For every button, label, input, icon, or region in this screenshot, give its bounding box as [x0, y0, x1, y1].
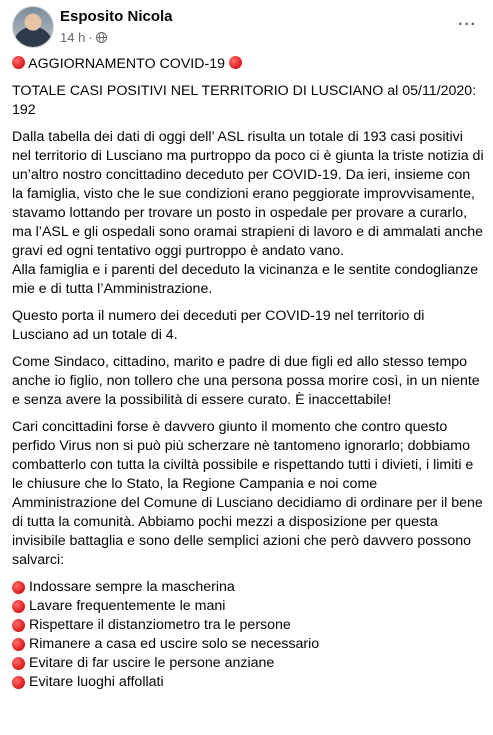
avatar[interactable] — [12, 6, 54, 48]
list-item-text: Lavare frequentemente le mani — [29, 598, 226, 614]
list-item — [12, 654, 484, 673]
post-body — [12, 55, 484, 692]
advice-list — [12, 578, 484, 692]
list-item-text: Rispettare il distanziometro tra le persone — [29, 617, 291, 633]
red-circle-icon — [12, 638, 25, 651]
red-circle-icon — [229, 56, 242, 69]
more-options-icon[interactable]: ··· — [458, 16, 477, 33]
post-time[interactable]: 14 h — [60, 30, 86, 45]
list-item — [12, 616, 484, 635]
list-item — [12, 635, 484, 654]
red-circle-icon — [12, 600, 25, 613]
list-item-text: Rimanere a casa ed uscire solo se necessario — [29, 636, 320, 652]
red-circle-icon — [12, 657, 25, 670]
red-circle-icon — [12, 619, 25, 632]
paragraph-2: Questo porta il numero dei deceduti per COVID-19 nel territorio di Lusciano ad un totale di 4. — [12, 308, 425, 343]
list-item — [12, 597, 484, 616]
red-circle-icon — [12, 581, 25, 594]
paragraph-1: Dalla tabella dei dati di oggi dell’ ASL risulta un totale di 193 casi positivi nel territorio di Lusciano ma purtroppo da poco ci è giunta la triste notizia di un’altro nostro concittadino deceduto per COVID-19. Da ieri, insieme con la famiglia, visto che le sue condizioni erano peggiorate improvvisamente, stavamo lottando per trovare un posto in ospedale per provare a curarlo, ma l’ASL e gli ospedali sono oramai strapieni di lavoro e di ammalati anche gravi ed ogni tentativo oggi purtroppo è andato vano. — [12, 129, 484, 259]
globe-icon[interactable] — [96, 32, 107, 43]
title-text: AGGIORNAMENTO COVID-19 — [28, 56, 225, 72]
paragraph-3: Come Sindaco, cittadino, marito e padre di due figli ed allo stesso tempo anche io figlio, non tollero che una persona possa morire così, in un niente e senza avere la possibilità di essere curato. È inaccettabile! — [12, 354, 480, 408]
red-circle-icon — [12, 56, 25, 69]
title-line — [12, 55, 484, 74]
red-circle-icon — [12, 676, 25, 689]
paragraph-4: Cari concittadini forse è davvero giunto il momento che contro questo perfido Virus non si può più scherzare nè tantomeno ignorarlo; dobbiamo combatterlo con tutta la civiltà possibile e rispettando tutti i divieti, i limiti e le chiusure che lo Stato, la Regione Campania e noi come Amministrazione del Comune di Lusciano decidiamo di ordinare per il bene di tutta la comunità. Abbiamo pochi mezzi a disposizione per questa invisibile battaglia e sono delle semplici azioni che però davvero possono salvarci: — [12, 419, 483, 568]
list-item-text: Evitare luoghi affollati — [29, 674, 164, 690]
list-item-text: Evitare di far uscire le persone anziane — [29, 655, 275, 671]
post-header — [12, 6, 481, 46]
paragraph-1b: Alla famiglia e i parenti del deceduto la vicinanza e le sentite condoglianze mie e di tutta l’Amministrazione. — [12, 262, 479, 297]
list-item-text: Indossare sempre la mascherina — [29, 579, 235, 595]
author-name[interactable]: Esposito Nicola — [60, 8, 173, 25]
post-meta — [60, 30, 107, 45]
list-item — [12, 673, 484, 692]
totals-line: TOTALE CASI POSITIVI NEL TERRITORIO DI LUSCIANO al 05/11/2020: 192 — [12, 83, 477, 118]
list-item — [12, 578, 484, 597]
meta-separator: · — [88, 30, 93, 45]
